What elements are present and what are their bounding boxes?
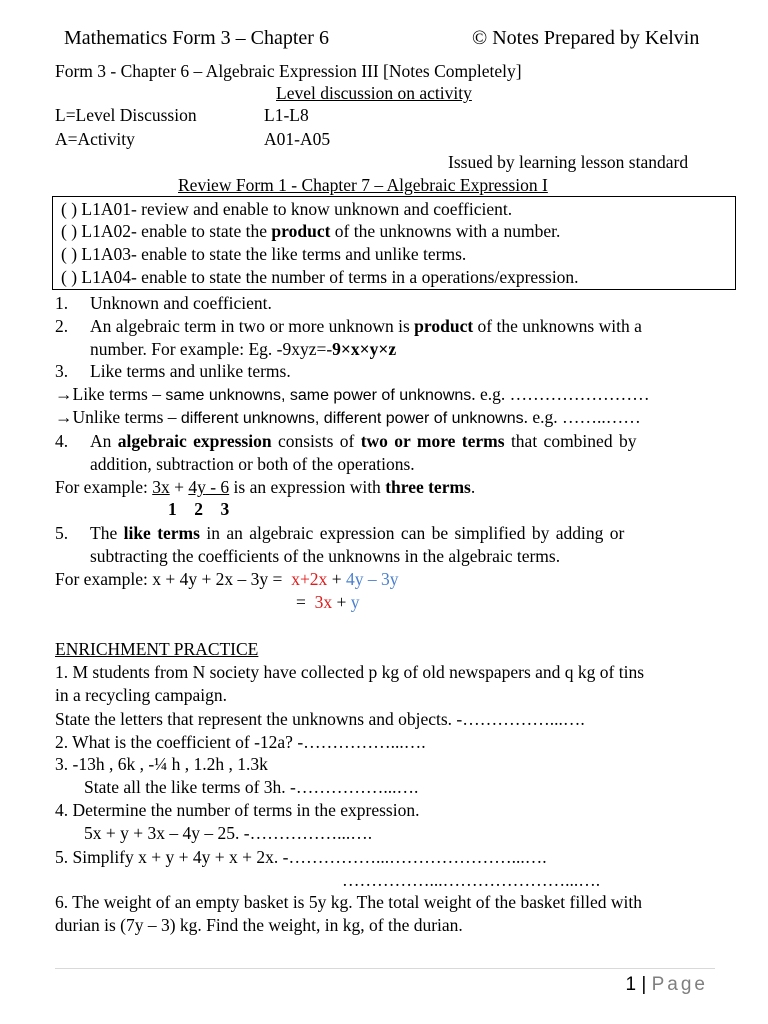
level-discussion-heading: Level discussion on activity: [276, 83, 472, 103]
note-2-example: number. For example: Eg. -9xyz=-9×x×y×z: [90, 339, 397, 359]
question-3: 3. -13h , 6k , -¼ h , 1.2h , 1.3k: [55, 754, 268, 774]
legend-activity-value: A01-A05: [264, 129, 331, 149]
question-3-prompt: State all the like terms of 3h. -……………...….: [84, 777, 419, 797]
page-footer: 1 | Page: [625, 974, 708, 995]
objective-item: ( ) L1A04- enable to state the number of terms in a operations/expression.: [61, 267, 579, 287]
arrow-right-icon: →: [55, 407, 73, 427]
objective-item: ( ) L1A02- enable to state the product of the unknowns with a number.: [61, 221, 561, 241]
note-5-continued: subtracting the coefficients of the unknowns in the algebraic terms.: [90, 546, 561, 566]
note-4: 4. An algebraic expression consists of two or more terms that combined by: [55, 431, 637, 451]
objective-item: ( ) L1A01- review and enable to know unknown and coefficient.: [61, 199, 513, 219]
chapter-title: Form 3 - Chapter 6 – Algebraic Expression III [Notes Completely]: [55, 61, 522, 81]
note-1: 1. Unknown and coefficient.: [55, 293, 272, 313]
objective-item: ( ) L1A03- enable to state the like terms and unlike terms.: [61, 244, 467, 264]
question-5-answer-line: ……………...…………………...….: [342, 870, 601, 890]
legend-level-value: L1-L8: [264, 105, 309, 125]
issued-note: Issued by learning lesson standard: [448, 152, 689, 172]
question-1-prompt: State the letters that represent the unknowns and objects. -……………...….: [55, 709, 585, 729]
like-terms-line: →Like terms – same unknowns, same power of unknowns. e.g. ……………………: [55, 384, 650, 404]
header-right: © Notes Prepared by Kelvin: [472, 27, 700, 49]
question-4-expression: 5x + y + 3x – 4y – 25. -……………...….: [84, 823, 373, 843]
objectives-box: [52, 196, 736, 290]
question-4: 4. Determine the number of terms in the expression.: [55, 800, 420, 820]
unlike-terms-line: →Unlike terms – different unknowns, different power of unknowns. e.g. ……..……: [55, 407, 641, 427]
note-5: 5. The like terms in an algebraic expression can be simplified by adding or: [55, 523, 625, 543]
page-number: 1: [625, 974, 637, 995]
enrichment-heading: ENRICHMENT PRACTICE: [55, 639, 259, 659]
footer-divider: [55, 968, 715, 969]
question-5: 5. Simplify x + y + 4y + x + 2x. -……………...…………………...….: [55, 847, 547, 867]
header-left: Mathematics Form 3 – Chapter 6: [64, 27, 329, 49]
simplify-result: = 3x + y: [296, 592, 360, 612]
note-3: 3. Like terms and unlike terms.: [55, 361, 291, 381]
term-numbers: 1 2 3: [168, 499, 230, 519]
question-6: 6. The weight of an empty basket is 5y kg. The total weight of the basket filled with: [55, 892, 642, 912]
simplify-example: For example: x + 4y + 2x – 3y = x+2x + 4y – 3y: [55, 569, 399, 589]
question-1: 1. M students from N society have collected p kg of old newspapers and q kg of tins: [55, 662, 645, 682]
page-label: Page: [651, 974, 708, 995]
example-expression: For example: 3x + 4y - 6 is an expression with three terms.: [55, 477, 476, 497]
review-heading: Review Form 1 - Chapter 7 – Algebraic Expression I: [178, 175, 548, 195]
legend-activity: A=Activity: [55, 129, 135, 149]
note-4-continued: addition, subtraction or both of the operations.: [90, 454, 415, 474]
question-1-continued: in a recycling campaign.: [55, 685, 228, 705]
question-6-continued: durian is (7y – 3) kg. Find the weight, in kg, of the durian.: [55, 915, 463, 935]
legend-level: L=Level Discussion: [55, 105, 197, 125]
note-2: 2. An algebraic term in two or more unknown is product of the unknowns with a: [55, 316, 642, 336]
question-2: 2. What is the coefficient of -12a? -……………...….: [55, 732, 426, 752]
arrow-right-icon: →: [55, 384, 73, 404]
